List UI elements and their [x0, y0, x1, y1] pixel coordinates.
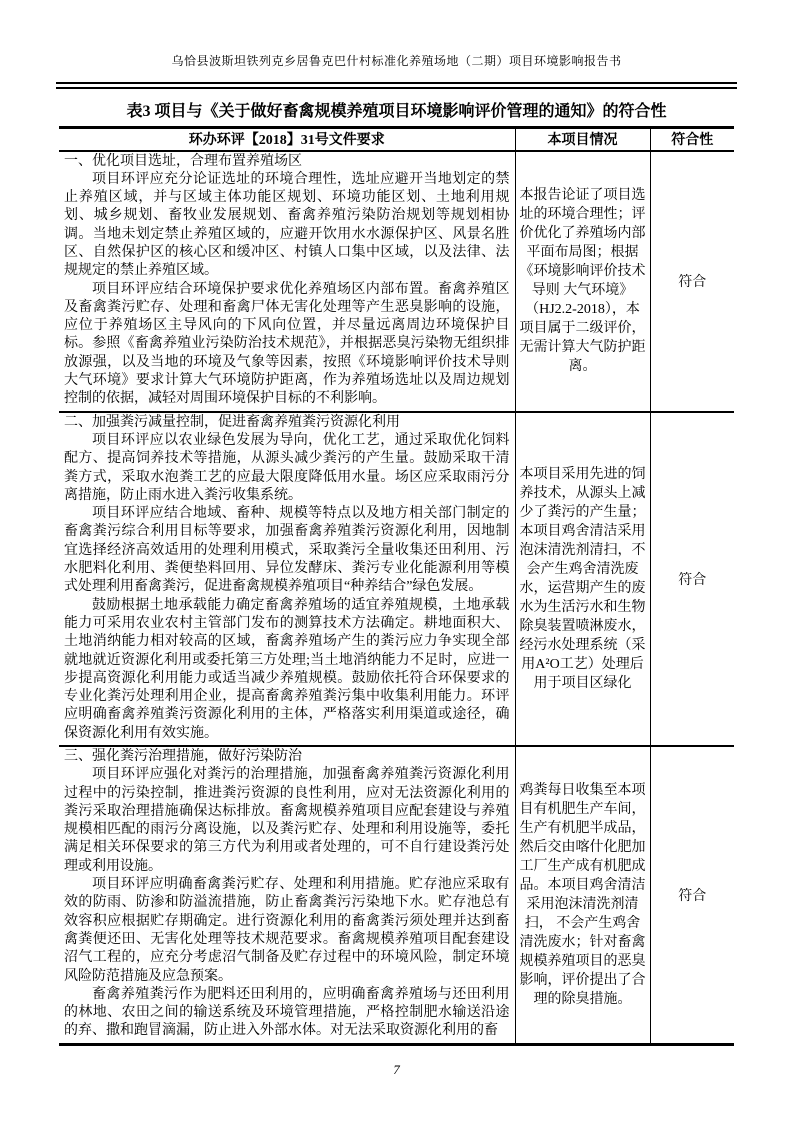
table-row: [59, 412, 734, 746]
requirement-paragraph: 项目环评应明确畜禽粪污贮存、处理和利用措施。贮存池应采取有效的防雨、防渗和防溢流措施，防止畜禽粪污污染地下水。贮存池总有效容积应根据贮存期确定。进行资源化利用的畜禽粪污须处理并达到畜禽粪便还田、无害化处理等技术规范要求。畜禽规模养殖项目配套建设沼气工程的，应充分考虑沼气制备及贮存过程中的环境风险，制定环境风险防范措施及应急预案。: [64, 877, 510, 984]
table-header-row: [59, 128, 734, 151]
project-situation-cell: 本报告论证了项目选址的环境合理性；评价优化了养殖场内部平面布局图；根据《环境影响评价技术导则 大气环境》（HJ2.2-2018），本项目属于二级评价，无需计算大气防护距离。: [515, 151, 650, 412]
table-row: [59, 746, 734, 1044]
column-header-requirement: 环办环评【2018】31号文件要求: [59, 128, 515, 151]
project-situation-cell: 本项目采用先进的饲养技术，从源头上减少了粪污的产生量；本项目鸡舍清洁采用泡沫清洗剂清扫，不会产生鸡舍清洗废水，运营期产生的废水为生活污水和生物除臭装置喷淋废水，经污水处理系统（采用A²O工艺）处理后用于项目区绿化: [515, 412, 650, 746]
requirement-cell: [59, 746, 515, 1044]
compliance-cell: 符合: [650, 151, 734, 412]
requirement-paragraph: 项目环评应充分论证选址的环境合理性，选址应避开当地划定的禁止养殖区域，并与区域主体功能区规划、环境功能区划、土地利用规划、城乡规划、畜牧业发展规划、畜禽养殖污染防治规划等规划相协调。当地未划定禁止养殖区域的，应避开饮用水水源保护区、风景名胜区、自然保护区的核心区和缓冲区、村镇人口集中区域，以及法律、法规规定的禁止养殖区域。: [64, 171, 510, 279]
requirement-paragraph: 鼓励根据土地承载能力确定畜禽养殖场的适宜养殖规模，土地承载能力可采用农业农村主管部门发布的测算技术方法确定。耕地面积大、土地消纳能力相对较高的区域，畜禽养殖场产生的粪污应力争实现全部就地就近资源化利用或委托第三方处理;当土地消纳能力不足时，应进一步提高资源化利用能力或适当减少养殖规模。鼓励依托符合环保要求的专业化粪污处理利用企业，提高畜禽养殖粪污集中收集利用能力。环评应明确畜禽养殖粪污资源化利用的主体，严格落实利用渠道或途径，确保资源化利用有效实施。: [64, 597, 510, 741]
requirement-heading: 三、强化粪污治理措施，做好污染防治: [64, 749, 302, 764]
compliance-table: [59, 126, 734, 1046]
compliance-cell: 符合: [650, 746, 734, 1044]
requirement-paragraph: 项目环评应以农业绿色发展为导向，优化工艺，通过采取优化饲料配方、提高饲养技术等措施，从源头减少粪污的产生量。鼓励采取干清粪方式，采取水泡粪工艺的应最大限度降低用水量。场区应采取雨污分离措施，防止雨水进入粪污收集系统。: [64, 432, 510, 503]
column-header-compliance: 符合性: [650, 128, 734, 151]
requirement-paragraph: 项目环评应强化对粪污的治理措施，加强畜禽养殖粪污资源化利用过程中的污染控制，推进粪污资源的良性利用，应对无法资源化利用的粪污采取治理措施确保达标排放。畜禽规模养殖项目应配套建设与养殖规模相匹配的雨污分离设施，以及粪污贮存、处理和利用设施等，委托满足相关环保要求的第三方代为利用或者处理的，可不自行建设粪污处理或利用设施。: [64, 767, 510, 874]
requirement-heading: 二、加强粪污减量控制，促进畜禽养殖粪污资源化利用: [64, 414, 400, 430]
requirement-paragraph: 项目环评应结合环境保护要求优化养殖场区内部布置。畜禽养殖区及畜禽粪污贮存、处理和畜禽尸体无害化处理等产生恶臭影响的设施，应位于养殖场区主导风向的下风向位置，并尽量远离周边环境保护目标。参照《畜禽养殖业污染防治技术规范》，并根据恶臭污染物无组织排放源强，以及当地的环境及气象等因素，按照《环境影响评价技术导则 大气环境》要求计算大气环境防护距离，作为养殖场选址以及周边规划控制的依据，减轻对周围环境保护目标的不利影响。: [64, 281, 510, 407]
project-situation-cell: 鸡粪每日收集至本项目有机肥生产车间，生产有机肥半成品，然后交由喀什化肥加工厂生产成有机肥成品。本项目鸡舍清洁采用泡沫清洗剂清扫， 不会产生鸡舍清洗废水；针对畜禽规模养殖项目的恶臭影响，评价提出了合理的除臭措施。: [515, 746, 650, 1044]
column-header-project-situation: 本项目情况: [515, 128, 650, 151]
running-header: 乌恰县波斯坦铁列克乡居鲁克巴什村标准化养殖场地（二期）项目环境影响报告书: [171, 54, 622, 68]
requirement-paragraph: 畜禽养殖粪污作为肥料还田利用的，应明确畜禽养殖场与还田利用的林地、农田之间的输送系统及环境管理措施，严格控制肥水输送沿途的弃、撒和跑冒滴漏，防止进入外部水体。对无法采取资源化利用的畜: [64, 986, 510, 1039]
header-divider: [56, 82, 737, 89]
compliance-cell: 符合: [650, 412, 734, 746]
page-number: 7: [393, 1062, 400, 1077]
table-title: 表3 项目与《关于做好畜禽规模养殖项目环境影响评价管理的通知》的符合性: [126, 103, 667, 120]
requirement-cell: [59, 151, 515, 412]
requirement-heading: 一、优化项目选址，合理布置养殖场区: [64, 153, 302, 169]
table-row: [59, 151, 734, 412]
requirement-cell: [59, 412, 515, 746]
requirement-paragraph: 项目环评应结合地域、畜种、规模等特点以及地方相关部门制定的畜禽粪污综合利用目标等要求，加强畜禽养殖粪污资源化利用，因地制宜选择经济高效适用的处理利用模式，采取粪污全量收集还田利用、污水肥料化利用、粪便垫料回用、异位发酵床、粪污专业化能源利用等模式处理利用畜禽粪污，促进畜禽规模养殖项目“种养结合”绿色发展。: [64, 506, 510, 595]
